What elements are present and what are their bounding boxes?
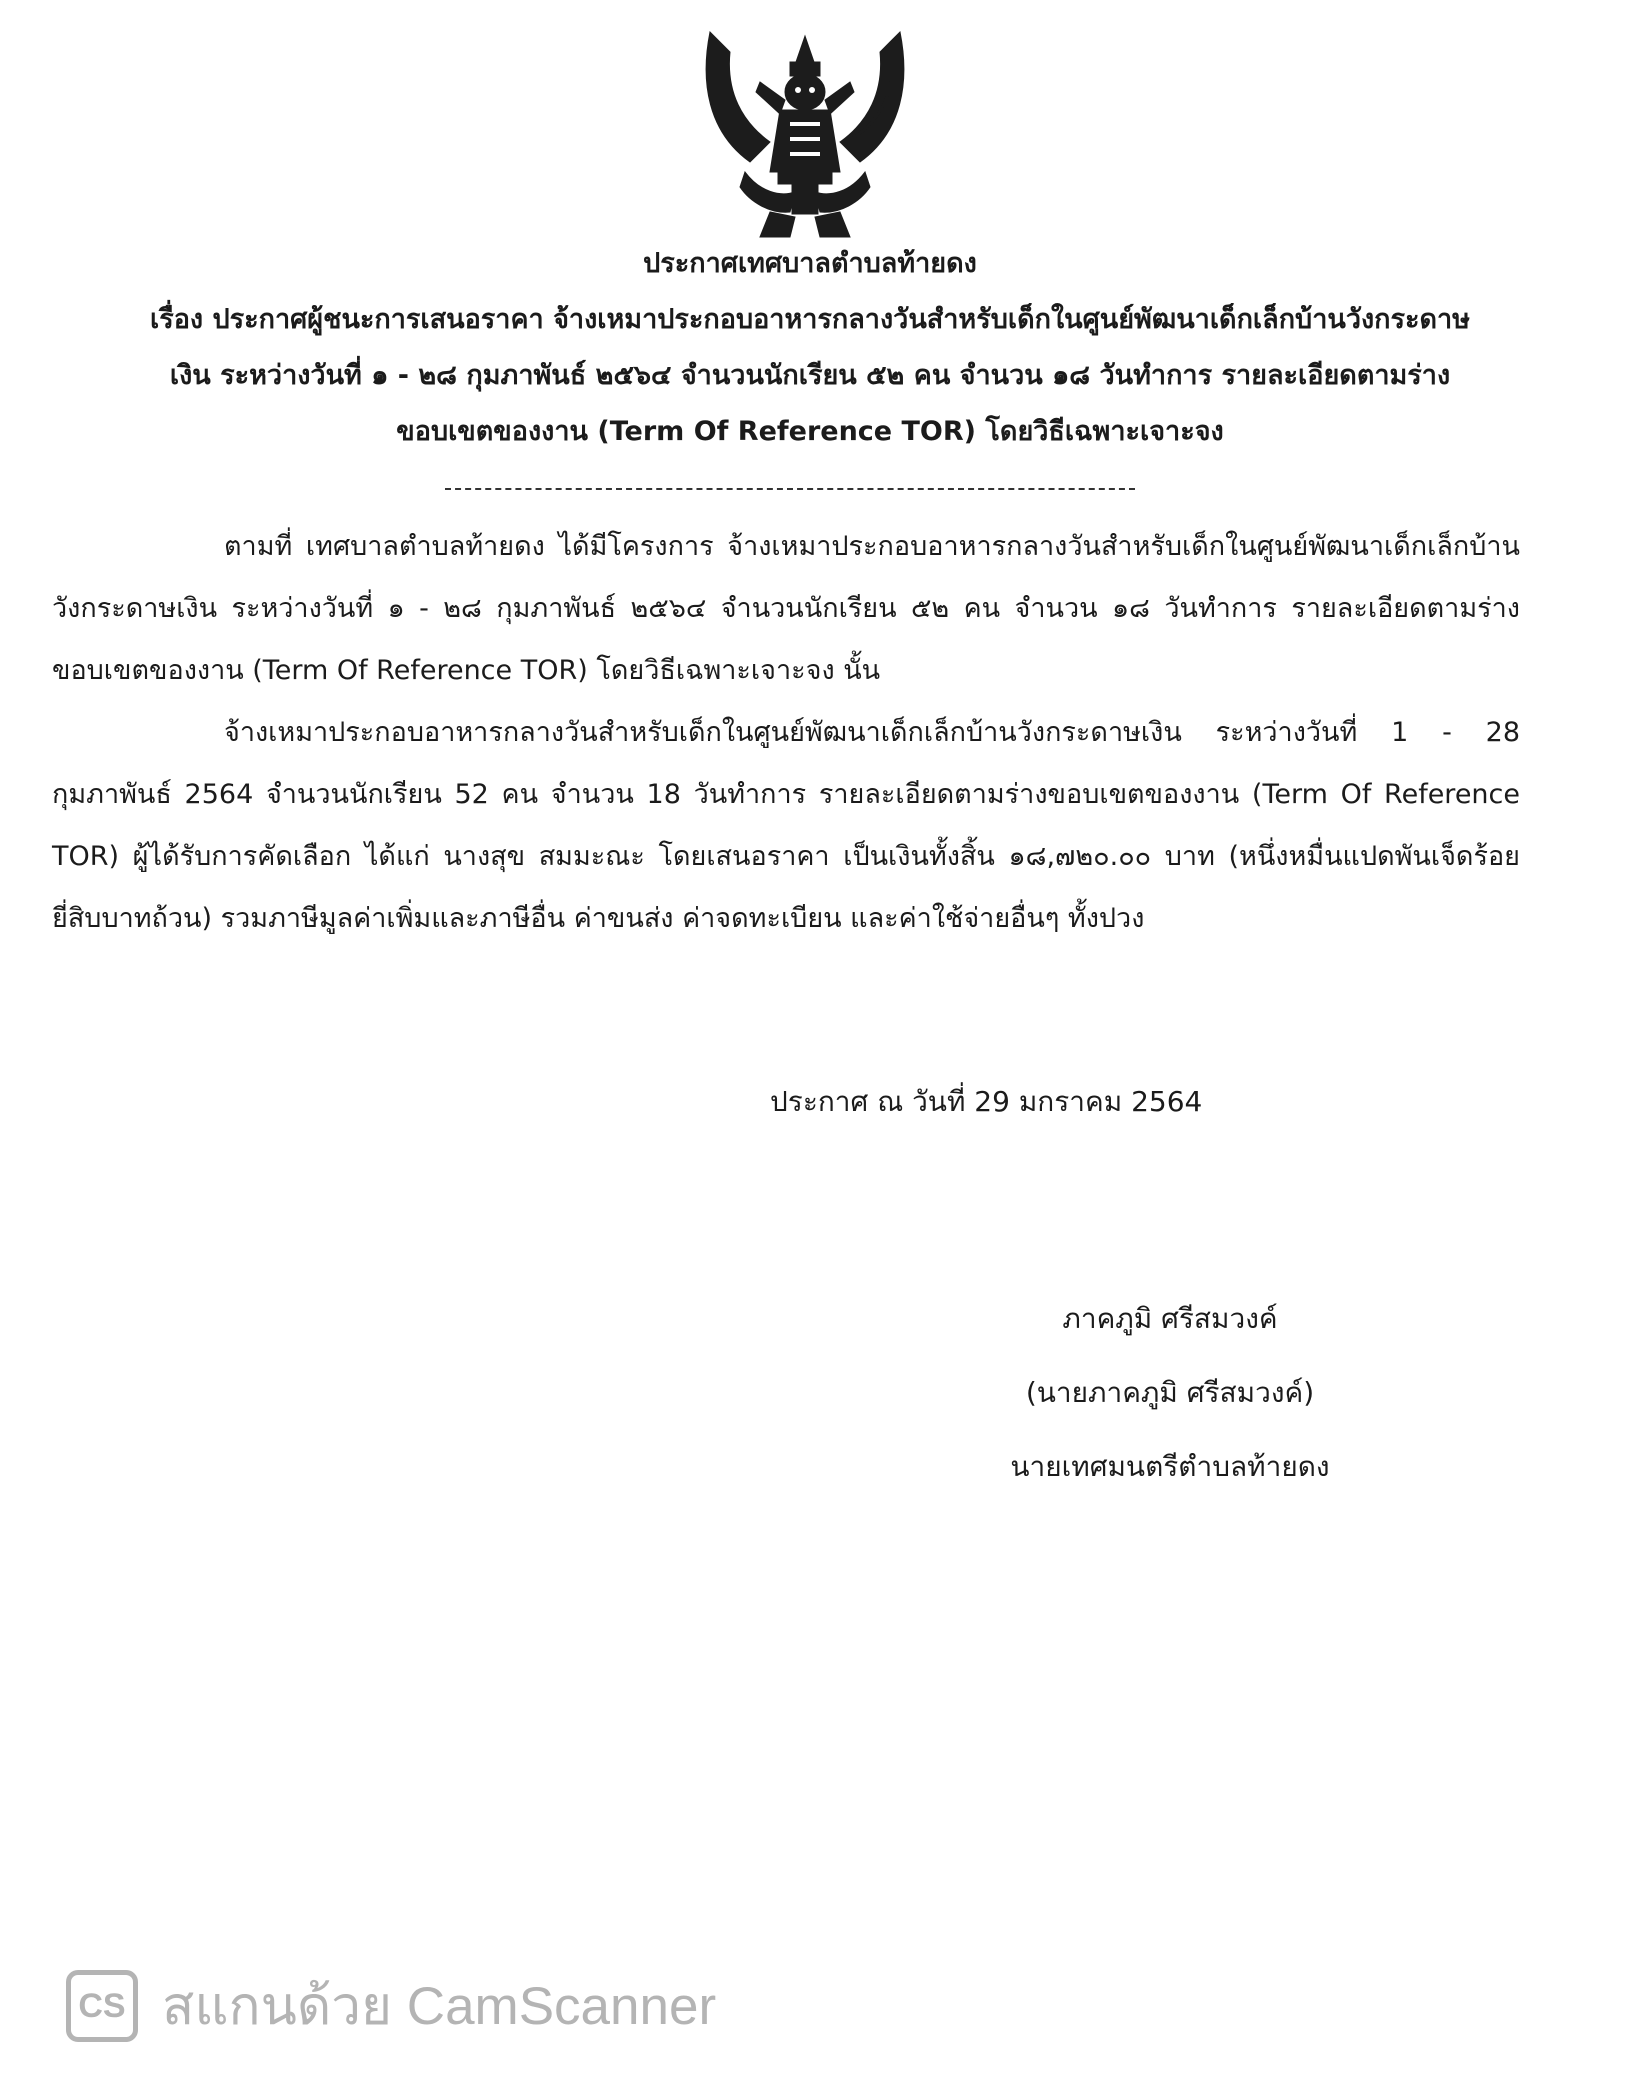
- watermark-label: สแกนด้วย CamScanner: [162, 1977, 717, 2036]
- body-paragraph-1: ตามที่ เทศบาลตำบลท้ายดง ได้มีโครงการ จ้างเหมาประกอบอาหารกลางวันสำหรับเด็กในศูนย์พัฒนาเด็กเล็กบ้านวังกระดาษเงิน ระหว่างวันที่ ๑ - ๒๘ กุมภาพันธ์ ๒๕๖๔ จำนวนนักเรียน ๕๒ คน จำนวน ๑๘ วันทำการ รายละเอียดตามร่างขอบเขตของงาน (Term Of Reference TOR) โดยวิธีเฉพาะเจาะจง นั้น: [52, 531, 1520, 686]
- garuda-emblem-icon: [690, 22, 920, 247]
- signer-position: นายเทศมนตรีตำบลท้ายดง: [1010, 1450, 1330, 1483]
- body-paragraph-2: จ้างเหมาประกอบอาหารกลางวันสำหรับเด็กในศูนย์พัฒนาเด็กเล็กบ้านวังกระดาษเงิน ระหว่างวันที่ 1 - 28 กุมภาพันธ์ 2564 จำนวนนักเรียน 52 คน จำนวน 18 วันทำการ รายละเอียดตามร่างขอบเขตของงาน (Term Of Reference TOR) ผู้ได้รับการคัดเลือก ได้แก่ นางสุข สมมะณะ โดยเสนอราคา เป็นเงินทั้งสิ้น ๑๘,๗๒๐.๐๐ บาท (หนึ่งหมื่นแปดพันเจ็ดร้อยยี่สิบบาทถ้วน) รวมภาษีมูลค่าเพิ่มและภาษีอื่น ค่าขนส่ง ค่าจดทะเบียน และค่าใช้จ่ายอื่นๆ ทั้งปวง: [52, 717, 1520, 934]
- announcement-subject: เรื่อง ประกาศผู้ชนะการเสนอราคา จ้างเหมาประกอบอาหารกลางวันสำหรับเด็กในศูนย์พัฒนาเด็กเล็กบ้านวังกระดาษเงิน ระหว่างวันที่ ๑ - ๒๘ กุมภาพันธ์ ๒๕๖๔ จำนวนนักเรียน ๕๒ คน จำนวน ๑๘ วันทำการ รายละเอียดตามร่างขอบเขตของงาน (Term Of Reference TOR) โดยวิธีเฉพาะเจาะจง: [149, 304, 1471, 447]
- announcement-header: [80, 236, 1540, 460]
- signed-name: ภาคภูมิ ศรีสมวงค์: [1062, 1302, 1278, 1335]
- dashed-divider: [445, 488, 1135, 490]
- camscanner-watermark: [66, 1968, 716, 2044]
- announcement-body: [52, 516, 1520, 950]
- announcement-date: ประกาศ ณ วันที่ 29 มกราคม 2564: [770, 1085, 1203, 1118]
- printed-name: (นายภาคภูมิ ศรีสมวงค์): [1025, 1376, 1315, 1409]
- signature-block: [900, 1282, 1440, 1504]
- camscanner-logo-icon: CS: [66, 1970, 138, 2042]
- organization-heading: ประกาศเทศบาลตำบลท้ายดง: [643, 248, 977, 279]
